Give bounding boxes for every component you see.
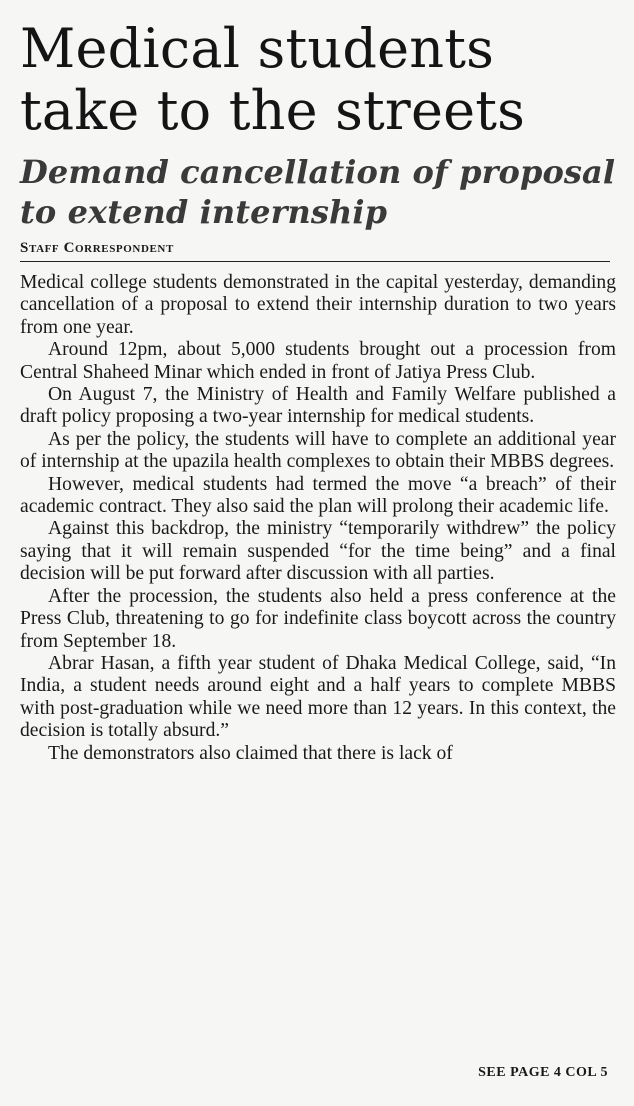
paragraph: However, medical students had termed the move “a breach” of their academic contract. They also said the plan will prolong their academic life.: [20, 473, 616, 518]
paragraph: Abrar Hasan, a fifth year student of Dhaka Medical College, said, “In India, a student needs around eight and a half years to complete MBBS with post-graduation while we need more than 12 years. In this context, the decision is totally absurd.”: [20, 652, 616, 742]
paragraph: The demonstrators also claimed that there is lack of: [48, 742, 453, 764]
paragraph: As per the policy, the students will have to complete an additional year of internship at the upazila health complexes to obtain their MBBS degrees.: [20, 428, 616, 473]
paragraph: After the procession, the students also held a press conference at the Press Club, threatening to go for indefinite class boycott across the country from September 18.: [20, 585, 616, 652]
article-body: [20, 272, 616, 765]
headline: Medical students take to the streets: [20, 17, 526, 142]
paragraph: Around 12pm, about 5,000 students brought out a procession from Central Shaheed Minar which ended in front of Jatiya Press Club.: [20, 339, 616, 383]
paragraph: Against this backdrop, the ministry “temporarily withdrew” the policy saying that it will remain suspended “for the time being” and a final decision will be put forward after discussion with all parties.: [20, 518, 616, 585]
continuation-jump: SEE PAGE 4 COL 5: [478, 1065, 608, 1080]
paragraph: Medical college students demonstrated in the capital yesterday, demanding cancellation of a proposal to extend their internship duration to two years from one year.: [20, 272, 616, 338]
paragraph: On August 7, the Ministry of Health and Family Welfare published a draft policy proposing a two-year internship for medical students.: [20, 384, 616, 428]
byline: Staff Correspondent: [20, 240, 174, 256]
subheadline: Demand cancellation of proposal to extend internship: [20, 153, 616, 231]
byline-rule: [20, 261, 610, 262]
